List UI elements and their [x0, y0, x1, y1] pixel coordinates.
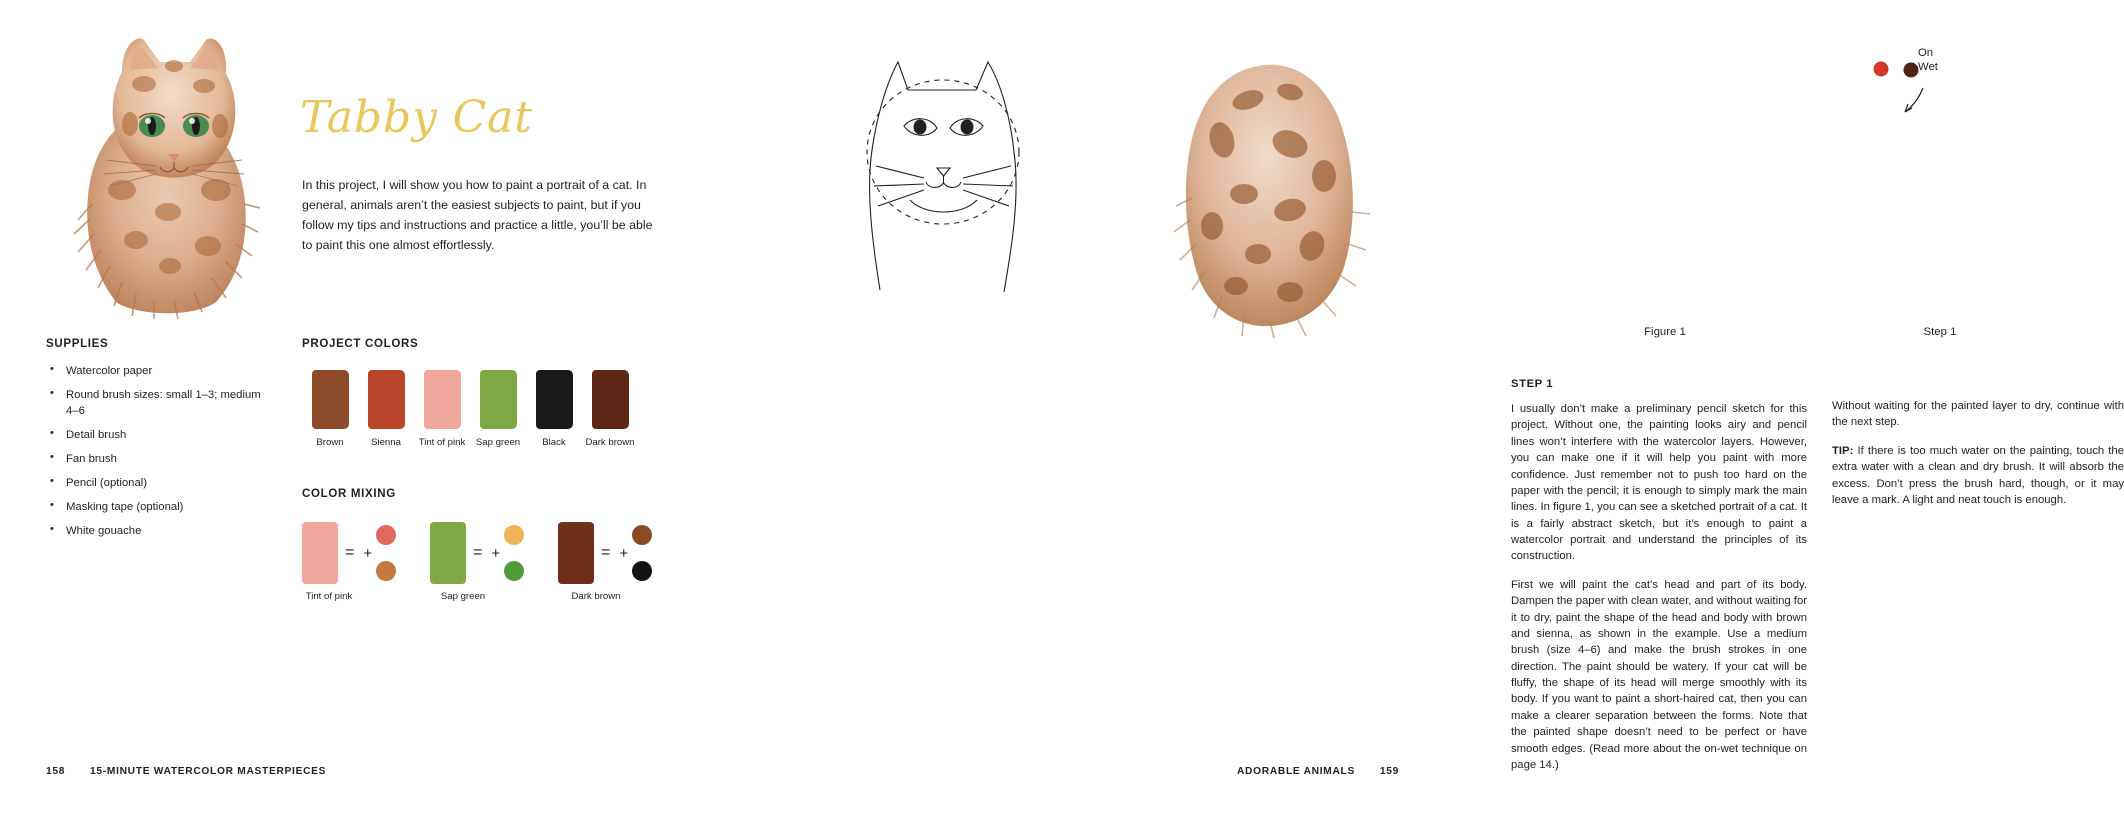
- list-item: • Fan brush: [46, 451, 276, 467]
- swatch-label: Sienna: [371, 437, 401, 448]
- mix-formula: [558, 522, 670, 584]
- swatch-label: Tint of pink: [418, 437, 466, 448]
- component-dot: [376, 525, 396, 545]
- list-item: • Detail brush: [46, 427, 276, 443]
- mix-caption: Sap green: [440, 591, 486, 602]
- mix-formula: [302, 522, 414, 584]
- list-item: • Watercolor paper: [46, 363, 276, 379]
- color-swatch-tint-of-pink: [414, 370, 470, 449]
- supplies-list: [46, 363, 276, 539]
- list-item: • Masking tape (optional): [46, 499, 276, 515]
- color-mixing-heading: COLOR MIXING: [302, 488, 396, 500]
- mix-tint-of-pink: [302, 522, 414, 603]
- project-colors-section: [302, 338, 652, 449]
- figure-caption: Figure 1: [1644, 326, 1686, 338]
- color-swatch-sienna: [358, 370, 414, 449]
- step-1-text-column: [1511, 378, 1807, 785]
- mix-result-chip: [558, 522, 594, 584]
- color-mixing-section: [302, 488, 672, 603]
- tip-label: TIP:: [1832, 444, 1854, 457]
- on-wet-label: [1918, 46, 1938, 74]
- equals-sign: =: [601, 544, 611, 561]
- swatch-chip: [536, 370, 573, 429]
- component-dot: [376, 561, 396, 581]
- chapter-title-footer: ADORABLE ANIMALS: [1236, 766, 1355, 777]
- swatch-label: Brown: [316, 437, 344, 448]
- mix-components: [376, 525, 396, 581]
- equals-sign: =: [473, 544, 483, 561]
- mix-formula: [430, 522, 542, 584]
- tip-text-column: [1832, 398, 2124, 520]
- page-number-left: 158: [46, 766, 66, 777]
- body-paragraph: I usually don’t make a preliminary pencil sketch for this project. Without one, the painting looks airy and pencil lines won’t interfere with the watercolor layers. However, you can make one if it will help you paint with more confidence. Just remember not to push too hard on the paper with the pencil; it is enough to simply mark the main lines. In figure 1, you can see a sketched portrait of a cat. It is a fairly abstract sketch, but it’s enough to paint a watercolor portrait and understand the principles of its construction.: [1511, 403, 1807, 563]
- mix-row: [302, 522, 672, 603]
- plus-sign: +: [491, 544, 501, 562]
- color-swatch-black: [526, 370, 582, 449]
- mix-components: [504, 525, 524, 581]
- page-title: Tabby Cat: [300, 92, 533, 143]
- tabby-cat-illustration: [44, 14, 284, 319]
- swatch-chip: [312, 370, 349, 429]
- list-item: • Pencil (optional): [46, 475, 276, 491]
- color-swatch-dark-brown: [582, 370, 638, 449]
- body-paragraph: First we will paint the cat’s head and part of its body. Dampen the paper with clean water, and without waiting for it to dry, paint the shape of the head and body with brown and sienna, as shown in the example. Use a medium brush (size 4–6) and make the brush strokes in one direction. The paint should be watery. If your cat will be fluffy, the shape of its head will merge smoothly with its body. If you want to paint a short-haired cat, then you can make a clearer separation between the forms. Note that the painted shape doesn’t need to be perfect or have smooth edges. (Read more about the on-wet technique on page 14.): [1511, 578, 1807, 771]
- mix-components: [632, 525, 652, 581]
- mix-caption: Dark brown: [571, 591, 621, 602]
- step-caption: Step 1: [1923, 326, 1957, 338]
- figure-1-illustration: [780, 40, 1110, 330]
- plus-sign: +: [619, 544, 629, 562]
- swatch-chip: [592, 370, 629, 429]
- book-title-footer: 15-MINUTE WATERCOLOR MASTERPIECES: [90, 766, 327, 777]
- page-number-right: 159: [1379, 766, 1399, 777]
- component-dot: [504, 525, 524, 545]
- equals-sign: =: [345, 544, 355, 561]
- mix-dark-brown: [558, 522, 670, 603]
- swatch-row: [302, 370, 652, 449]
- color-swatch-brown: [302, 370, 358, 449]
- project-colors-heading: PROJECT COLORS: [302, 338, 419, 350]
- swatch-label: Dark brown: [585, 437, 635, 448]
- left-page: [0, 0, 722, 813]
- supplies-section: [46, 338, 276, 547]
- list-item: • Round brush sizes: small 1–3; medium 4–6: [46, 387, 276, 420]
- supplies-heading: SUPPLIES: [46, 338, 109, 350]
- list-item: • White gouache: [46, 523, 276, 539]
- mix-caption: Tint of pink: [305, 591, 353, 602]
- component-dot: [504, 561, 524, 581]
- tip-body: If there is too much water on the painting, touch the extra water with a clean and dry brush. It will absorb the excess. Don’t press the brush hard, though, or it may leave a mark. A light and neat touch is enough.: [1832, 444, 2124, 506]
- tip-paragraph: [1832, 443, 2124, 509]
- plus-sign: +: [363, 544, 373, 562]
- step-1-illustration: [1140, 48, 1400, 338]
- mix-sap-green: [430, 522, 542, 603]
- swatch-label: Black: [542, 437, 566, 448]
- on-wet-line-2: Wet: [1918, 61, 1938, 74]
- right-page: [722, 0, 2124, 813]
- swatch-label: Sap green: [475, 437, 521, 448]
- swatch-chip: [480, 370, 517, 429]
- mix-result-chip: [430, 522, 466, 584]
- color-swatch-sap-green: [470, 370, 526, 449]
- swatch-chip: [424, 370, 461, 429]
- swatch-chip: [368, 370, 405, 429]
- component-dot: [632, 525, 652, 545]
- mix-result-chip: [302, 522, 338, 584]
- intro-paragraph: In this project, I will show you how to paint a portrait of a cat. In general, animals aren’t the easiest subjects to paint, but if you follow my tips and instructions and practice a little, you’ll be able to paint this one almost effortlessly.: [302, 178, 653, 253]
- step-heading: STEP 1: [1511, 378, 1554, 390]
- body-paragraph: Without waiting for the painted layer to dry, continue with the next step.: [1832, 400, 2124, 429]
- component-dot: [632, 561, 652, 581]
- on-wet-line-1: On: [1918, 47, 1934, 59]
